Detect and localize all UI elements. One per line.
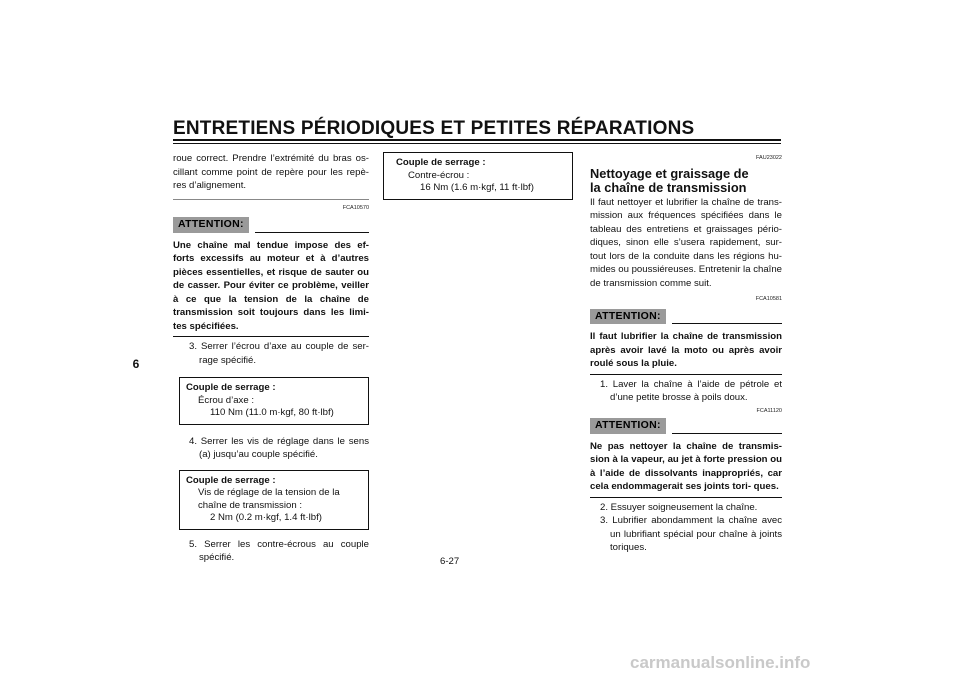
step-4: 4. Serrer les vis de réglage dans le sens (a) jusqu’au couple spécifié.	[189, 435, 369, 460]
column-middle	[383, 152, 573, 200]
step-1: 1. Laver la chaîne à l’aide de pétrole et d’une petite brosse à poils doux.	[600, 378, 782, 403]
page-number: 6-27	[440, 556, 460, 567]
watermark: carmanualsonline.info	[630, 653, 811, 672]
attention-badge: ATTENTION:	[173, 217, 249, 233]
torque-spec-box	[383, 152, 573, 200]
spec-heading: Couple de serrage :	[186, 382, 276, 393]
column-right	[590, 152, 782, 555]
attention-header	[590, 309, 782, 325]
warning-text: Il faut lubrifier la chaîne de transmission après avoir lavé la moto ou après avoir roulé sous la pluie.	[590, 331, 782, 369]
warning-text: Une chaîne mal tendue impose des ef- forts excessifs au moteur et à d’autres pièces essentielles, et risque de sauter ou de casser. Pour éviter ce problème, veiller à ce que la tension de la chaîne de transmission soit toujours dans les limi- tes spécifiées.	[173, 239, 369, 332]
reference-code: FCA10570	[342, 204, 369, 211]
torque-spec-box	[179, 377, 369, 425]
warning-end-rule	[173, 336, 369, 337]
warning-text: Ne pas nettoyer la chaîne de transmis- sion à la vapeur, au jet à forte pression ou à l’aide de dissolvants inappropriés, car cela endommagerait ses joints tori- ques.	[590, 440, 782, 492]
step-2: 2. Essuyer soigneusement la chaîne.	[600, 501, 758, 513]
attention-rule	[255, 232, 369, 233]
step-3: 3. Lubrifier abondamment la chaîne avec un lubrifiant spécial pour chaîne à joints toriques.	[600, 515, 782, 553]
spec-item: Contre-écrou :	[408, 169, 470, 181]
step-3: 3. Serrer l’écrou d’axe au couple de ser- rage spécifié.	[189, 341, 369, 366]
spec-heading: Couple de serrage :	[186, 474, 276, 486]
attention-rule	[672, 323, 782, 324]
page-title: ENTRETIENS PÉRIODIQUES ET PETITES RÉPARATIONS	[173, 118, 695, 139]
torque-spec-box	[179, 470, 369, 530]
warning-end-rule	[590, 497, 782, 498]
section-body: Il faut nettoyer et lubrifier la chaîne de trans- mission aux fréquences spécifiées dans le tableau des entretiens et graissages pério- diques, sinon elle s’usera rapidement, sur- tout lors de la conduite dans les régions hu- mides ou poussiéreuses. Entretenir la chaîne de transmission comme suit.	[590, 196, 782, 289]
reference-code: FCA10581	[755, 296, 782, 302]
step-5: 5. Serrer les contre-écrous au couple spécifié.	[189, 538, 369, 563]
title-rule-secondary	[173, 143, 781, 144]
attention-rule	[672, 433, 782, 434]
chapter-tab: 6	[132, 357, 140, 371]
title-rule	[173, 139, 781, 141]
divider	[173, 199, 369, 200]
column-left	[173, 152, 369, 565]
warning-end-rule	[590, 374, 782, 375]
spec-value: 2 Nm (0.2 m·kgf, 1.4 ft·lbf)	[210, 512, 322, 523]
reference-code: FCA11120	[756, 407, 782, 414]
spec-item: Écrou d’axe :	[198, 394, 254, 406]
spec-value: 16 Nm (1.6 m·kgf, 11 ft·lbf)	[420, 182, 534, 193]
attention-badge: ATTENTION:	[590, 309, 666, 325]
attention-badge: ATTENTION:	[590, 418, 666, 434]
intro-text: roue correct. Prendre l’extrémité du bras os- cillant comme point de repère pour les repè- res d’alignement.	[173, 153, 369, 191]
spec-value: 110 Nm (11.0 m·kgf, 80 ft·lbf)	[210, 407, 334, 418]
section-title: Nettoyage et graissage de la chaîne de transmission	[590, 165, 749, 195]
attention-header	[590, 418, 782, 434]
spec-heading: Couple de serrage :	[396, 157, 486, 168]
reference-code: FAU23022	[756, 155, 782, 161]
spec-item: Vis de réglage de la tension de la chaîne de transmission :	[198, 487, 340, 511]
attention-header	[173, 217, 369, 233]
